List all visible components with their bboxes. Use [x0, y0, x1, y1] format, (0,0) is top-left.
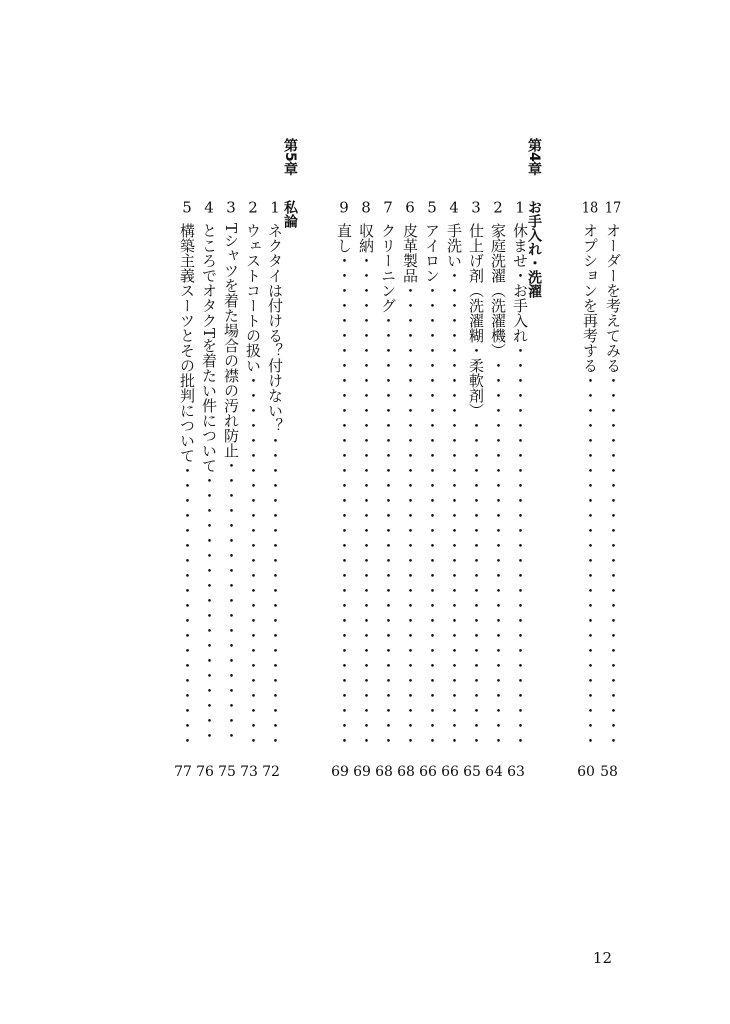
dot-leader: ・・・・・・・・・・・・・・・・・・・・・・: [467, 418, 485, 748]
entry-number: 8: [361, 200, 371, 215]
chapter-5-title[interactable]: 私論: [282, 200, 298, 228]
entry-page: 73: [240, 764, 258, 780]
entry-number: 7: [383, 200, 393, 215]
entry-title: クリーニング: [379, 223, 397, 313]
toc-entry[interactable]: [598, 200, 620, 748]
dot-leader: ・・・・・・・・・・・・・・・・・・・・・・・・・・・・・・・・・: [357, 253, 375, 748]
entry-page: 75: [218, 764, 236, 780]
entry-title: 家庭洗濯（洗濯機）: [489, 223, 507, 358]
chapter-5-label: 第5章: [282, 138, 298, 176]
entry-title: 皮革製品: [401, 223, 419, 283]
entry-page: 69: [353, 764, 371, 780]
dot-leader: ・・・・・・・・・・・・・・・・・・・・・・・・・・・: [511, 343, 529, 748]
dot-leader: ・・・・・・・・・・・・・・・・・・・・・: [266, 433, 284, 748]
entry-page: 68: [397, 764, 415, 780]
entry-page: 64: [485, 764, 503, 780]
entry-number: 17: [604, 200, 622, 215]
toc-entry[interactable]: [260, 200, 282, 748]
toc-entry[interactable]: [373, 200, 395, 748]
toc-entry[interactable]: [172, 200, 194, 748]
entry-page: 69: [331, 764, 349, 780]
entry-title: Tシャツを着た場合の襟の汚れ防止: [222, 223, 240, 459]
entry-number: 5: [182, 200, 192, 215]
entry-title: オーダーを考えてみる: [604, 223, 622, 373]
entry-number: 1: [515, 200, 525, 215]
entry-title: 直し: [335, 223, 353, 253]
entry-title: ウェストコートの扱い: [244, 223, 262, 373]
dot-leader: ・・・・・・・・・・・・・・・・・・・・・・・・・・・・・: [379, 313, 397, 748]
toc-entry[interactable]: [461, 200, 483, 748]
toc-entry[interactable]: [216, 200, 238, 748]
toc-entry[interactable]: [505, 200, 527, 748]
dot-leader: ・・・・・・・・・・・・・・・・・・: [200, 473, 218, 744]
chapter-4-title[interactable]: お手入れ・洗濯: [526, 200, 542, 298]
entry-page: 66: [419, 764, 437, 780]
entry-page: 77: [174, 764, 192, 780]
entry-page: 65: [463, 764, 481, 780]
entry-title: ネクタイは付ける？付けない？: [266, 223, 284, 433]
dot-leader: ・・・・・・・・・・・・・・・・・・・: [178, 463, 196, 748]
toc-entry[interactable]: [194, 200, 216, 748]
toc-entry[interactable]: [238, 200, 260, 748]
entry-title: 仕上げ剤（洗濯糊・柔軟剤）: [467, 223, 485, 418]
toc-entry[interactable]: [395, 200, 417, 748]
dot-leader: ・・・・・・・・・・・・・・・・・・・・・・・・・・・・・・・: [401, 283, 419, 748]
entry-title: 構築主義スーツとその批判について: [178, 223, 196, 463]
entry-number: 4: [449, 200, 459, 215]
entry-number: 1: [270, 200, 280, 215]
entry-page: 60: [577, 764, 595, 780]
toc-entry[interactable]: [417, 200, 439, 748]
entry-number: 2: [248, 200, 258, 215]
entry-page: 66: [441, 764, 459, 780]
dot-leader: ・・・・・・・・・・・・・・・・・・・・・・・・・・・・・・・: [423, 283, 441, 748]
toc-entry[interactable]: [483, 200, 505, 748]
dot-leader: ・・・・・・・・・・・・・・・・・・・: [222, 458, 240, 744]
toc-entry[interactable]: [351, 200, 373, 748]
page-number: 12: [592, 949, 612, 967]
toc-entry[interactable]: [439, 200, 461, 748]
dot-leader: ・・・・・・・・・・・・・・・・・・・・・・・・・: [604, 373, 622, 748]
entry-number: 5: [427, 200, 437, 215]
entry-title: アイロン: [423, 223, 441, 283]
entry-title: 手洗い: [445, 223, 463, 268]
entry-number: 9: [339, 200, 349, 215]
entry-number: 18: [581, 200, 599, 215]
entry-page: 58: [600, 764, 618, 780]
entry-number: 3: [471, 200, 481, 215]
entry-title: 収納: [357, 223, 375, 253]
dot-leader: ・・・・・・・・・・・・・・・・・・・・・・・・・・・・・・・・・: [335, 253, 353, 748]
entry-title: ところでオタクTを着たい件について: [200, 223, 218, 474]
entry-number: 2: [493, 200, 503, 215]
entry-number: 3: [226, 200, 236, 215]
entry-title: オプションを再考する: [581, 223, 599, 373]
dot-leader: ・・・・・・・・・・・・・・・・・・・・・・・・・: [581, 373, 599, 748]
entry-page: 72: [262, 764, 280, 780]
entry-number: 4: [204, 200, 214, 215]
toc-entry[interactable]: [329, 200, 351, 748]
chapter-4-label: 第4章: [526, 138, 542, 176]
dot-leader: ・・・・・・・・・・・・・・・・・・・・・・・・・: [244, 373, 262, 748]
entry-number: 6: [405, 200, 415, 215]
entry-title: 休ませ・お手入れ: [511, 223, 529, 343]
dot-leader: ・・・・・・・・・・・・・・・・・・・・・・・・・・: [489, 358, 507, 748]
entry-page: 76: [196, 764, 214, 780]
entry-page: 68: [375, 764, 393, 780]
toc-entry[interactable]: [575, 200, 597, 748]
entry-page: 63: [507, 764, 525, 780]
dot-leader: ・・・・・・・・・・・・・・・・・・・・・・・・・・・・・・・・: [445, 268, 463, 748]
